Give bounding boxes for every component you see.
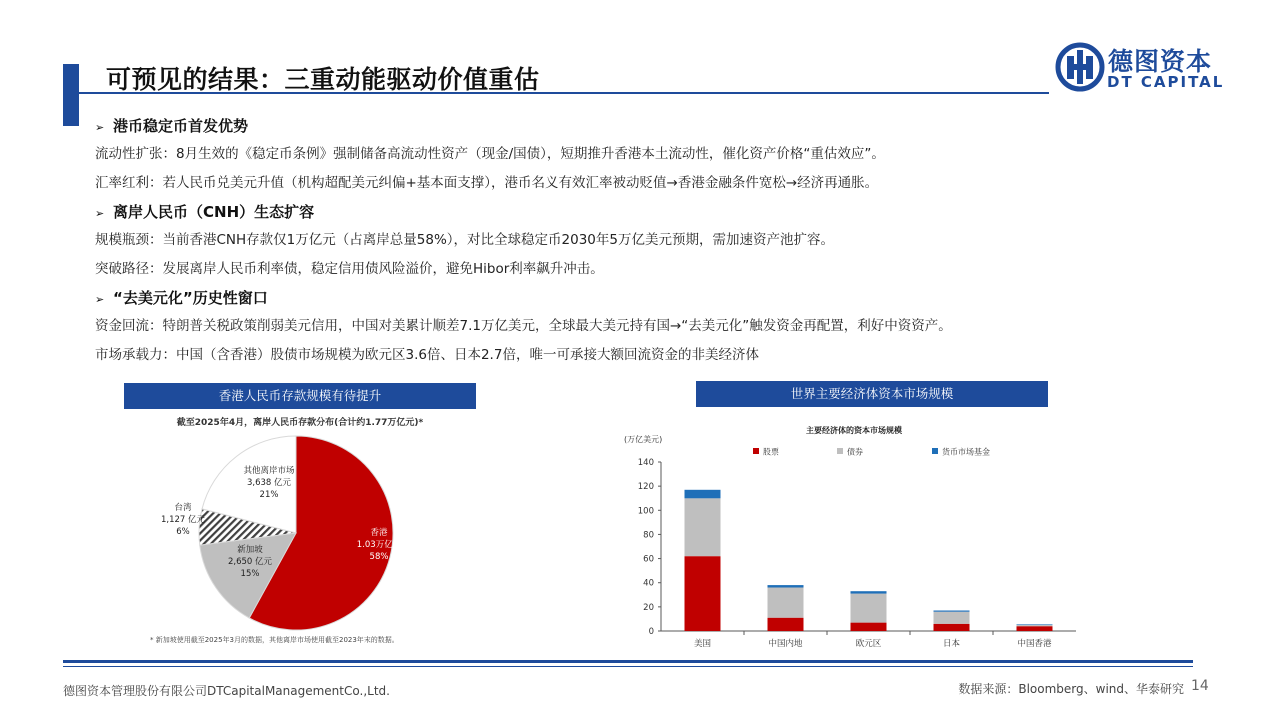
bar-chart-caption: 世界主要经济体资本市场规模	[696, 381, 1048, 407]
pie-slice-percent: 6%	[176, 527, 190, 537]
pie-slice-label: 其他离岸市场	[243, 466, 295, 476]
bar-segment	[1017, 624, 1053, 625]
bar-segment	[1017, 625, 1053, 626]
legend-label: 股票	[763, 447, 779, 457]
pie-slice-label: 香港	[370, 528, 388, 538]
bar-chart-unit-label: (万亿美元)	[624, 435, 663, 444]
bar-segment	[685, 556, 721, 631]
bullet-arrow-icon: ➢	[95, 207, 105, 220]
pie-slice-value: 1.03万亿元	[356, 540, 402, 550]
company-name: 德图资本管理股份有限公司DTCapitalManagementCo.,Ltd.	[63, 684, 390, 698]
section-heading	[95, 198, 1215, 226]
section-paragraph: 汇率红利：若人民币兑美元升值（机构超配美元纠偏+基本面支撑），港币名义有效汇率被动贬值→香港金融条件宽松→经济再通胀。	[95, 175, 879, 191]
pie-slice-label: 台湾	[174, 503, 192, 513]
bullet-arrow-icon: ➢	[95, 121, 105, 134]
bar-segment	[768, 618, 804, 631]
x-tick-label: 美国	[693, 639, 712, 649]
y-tick-label: 140	[637, 458, 654, 468]
section-paragraph: 市场承载力：中国（含香港）股债市场规模为欧元区3.6倍、日本2.7倍，唯一可承接大额回流资金的非美经济体	[95, 347, 759, 363]
section-heading	[95, 284, 1215, 312]
pie-slice-value: 2,650 亿元	[227, 557, 273, 567]
bar-chart-title: 主要经济体的资本市场规模	[806, 426, 902, 435]
section-paragraph: 规模瓶颈：当前香港CNH存款仅1万亿元（占离岸总量58%），对比全球稳定币2030年5万亿美元预期，需加速资产池扩容。	[95, 232, 834, 248]
logo-english-text: DT CAPITAL	[1107, 73, 1225, 91]
pie-slice-value: 3,638 亿元	[246, 478, 292, 488]
section-paragraph: 突破路径：发展离岸人民币利率债，稳定信用债风险溢价，避免Hibor利率飙升冲击。	[95, 261, 604, 277]
x-tick-label: 欧元区	[855, 639, 882, 649]
x-tick-label: 日本	[942, 639, 961, 649]
legend-swatch	[753, 448, 759, 454]
bar-segment	[851, 591, 887, 593]
pie-slice-percent: 15%	[240, 569, 260, 579]
y-tick-label: 100	[637, 506, 654, 517]
y-tick-label: 60	[643, 554, 654, 565]
legend-label: 债券	[847, 447, 863, 457]
bar-segment	[934, 624, 970, 631]
x-tick-label: 中国香港	[1017, 639, 1052, 649]
y-tick-label: 80	[643, 530, 654, 541]
legend-swatch	[932, 448, 938, 454]
x-tick-label: 中国内地	[768, 639, 803, 649]
bar-segment	[1017, 626, 1053, 631]
bar-segment	[685, 498, 721, 556]
section-paragraph: 资金回流：特朗普关税政策削弱美元信用，中国对美累计顺差7.1万亿美元，全球最大美元持有国→“去美元化”触发资金再配置，利好中资资产。	[95, 318, 952, 334]
legend-swatch	[837, 448, 843, 454]
pie-chart-title: 截至2025年4月，离岸人民币存款分布(合计约1.77万亿元)*	[176, 418, 424, 428]
footer-rule-thin	[63, 666, 1193, 667]
pie-slice-percent: 58%	[369, 552, 389, 562]
pie-slice-percent: 21%	[259, 490, 279, 500]
bar-chart	[616, 414, 1086, 654]
section-heading-text: 离岸人民币（CNH）生态扩容	[113, 203, 315, 221]
pie-chart	[124, 410, 476, 652]
dt-capital-logo-icon	[1055, 42, 1105, 92]
title-accent-bar	[63, 64, 79, 126]
page-title: 可预见的结果：三重动能驱动价值重估	[106, 65, 540, 94]
pie-slice-label: 新加坡	[237, 545, 263, 555]
footer-rule-thick	[63, 660, 1193, 663]
bar-segment	[768, 588, 804, 618]
bar-segment	[851, 623, 887, 631]
bullet-arrow-icon: ➢	[95, 293, 105, 306]
y-tick-label: 20	[643, 602, 654, 613]
section-heading-text: “去美元化”历史性窗口	[113, 289, 268, 307]
y-tick-label: 120	[637, 482, 654, 493]
content-body	[95, 112, 1215, 370]
section-heading	[95, 112, 1215, 140]
pie-chart-svg	[124, 410, 476, 652]
legend-label: 货币市场基金	[942, 447, 990, 457]
bar-segment	[768, 585, 804, 587]
data-source: 数据来源：Bloomberg、wind、华泰研究	[958, 682, 1184, 696]
bar-segment	[934, 611, 970, 612]
bar-segment	[851, 594, 887, 623]
dt-capital-logo	[1055, 42, 1225, 94]
logo-chinese-text: 德图资本	[1108, 47, 1213, 76]
bar-segment	[685, 490, 721, 499]
bar-segment	[934, 612, 970, 624]
bar-chart-svg	[616, 414, 1086, 654]
y-tick-label: 40	[643, 578, 654, 589]
pie-chart-caption: 香港人民币存款规模有待提升	[124, 383, 476, 409]
y-tick-label: 0	[648, 627, 654, 637]
pie-slice-value: 1,127 亿元	[160, 515, 206, 525]
pie-chart-footnote: * 新加坡使用截至2025年3月的数据，其他离岸市场使用截至2023年末的数据。	[150, 636, 399, 644]
section-paragraph: 流动性扩张：8月生效的《稳定币条例》强制储备高流动性资产（现金/国债），短期推升香港本土流动性，催化资产价格“重估效应”。	[95, 146, 885, 162]
section-heading-text: 港币稳定币首发优势	[113, 117, 249, 135]
page-number: 14	[1191, 678, 1209, 694]
